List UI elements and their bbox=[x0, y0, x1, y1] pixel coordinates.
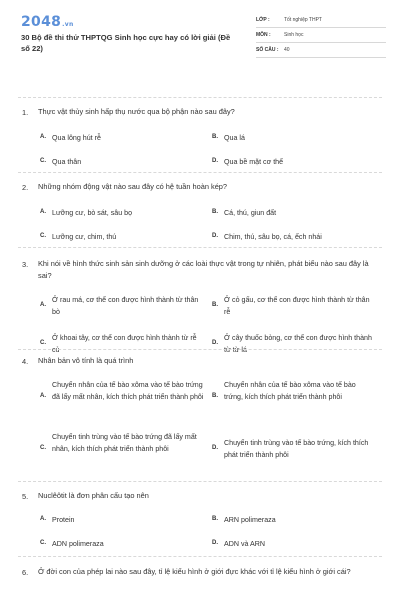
option-text: Lưỡng cư, chim, thú bbox=[52, 233, 117, 241]
divider bbox=[18, 481, 382, 482]
option-letter: C. bbox=[40, 445, 46, 451]
option-letter: A. bbox=[40, 516, 46, 522]
site-logo[interactable] bbox=[21, 14, 74, 30]
option-text: Ở cỏ gấu, cơ thể con được hình thành từ thân rễ bbox=[224, 296, 370, 316]
logo-text: 2048 bbox=[21, 14, 62, 30]
option-text: Qua thân bbox=[52, 158, 82, 166]
question-text: Khi nói về hình thức sinh sản sinh dưỡng ở các loài thực vật trong tự nhiên, phát biểu nào sau đây là sai? bbox=[38, 259, 369, 280]
option-letter: D. bbox=[212, 540, 218, 546]
meta-row-subject bbox=[256, 29, 386, 43]
meta-value: Tốt nghiệp THPT bbox=[284, 17, 322, 23]
divider bbox=[18, 349, 382, 350]
divider bbox=[18, 97, 382, 98]
question-number: 5. bbox=[22, 492, 29, 501]
option-letter: D. bbox=[212, 158, 218, 164]
option-letter: B. bbox=[212, 516, 218, 522]
option-letter: B. bbox=[212, 209, 218, 215]
question-number: 2. bbox=[22, 183, 29, 192]
option-letter: A. bbox=[40, 209, 46, 215]
option-letter: C. bbox=[40, 340, 46, 346]
option-letter: D. bbox=[212, 233, 218, 239]
option-text: Chuyển nhân của tế bào xôma vào tế bào trứng đã lấy mất nhân, kích thích phát triển thành phôi bbox=[52, 381, 204, 401]
option-text: Chuyển nhân của tế bào xôma vào tế bào trứng, kích thích phát triển thành phôi bbox=[224, 381, 356, 401]
meta-row-grade bbox=[256, 14, 386, 28]
option-text: Qua lá bbox=[224, 134, 245, 142]
option-text: ADN polimeraza bbox=[52, 540, 104, 548]
option-text: ADN và ARN bbox=[224, 540, 265, 548]
option-letter: A. bbox=[40, 393, 46, 399]
question-number: 3. bbox=[22, 260, 29, 269]
question-number: 4. bbox=[22, 357, 29, 366]
logo-suffix: .vn bbox=[62, 21, 74, 28]
option-text: Qua bề mặt cơ thể bbox=[224, 158, 284, 166]
option-letter: B. bbox=[212, 302, 218, 308]
meta-label: LỚP : bbox=[256, 17, 270, 23]
option-letter: C. bbox=[40, 233, 46, 239]
option-text: Protein bbox=[52, 516, 75, 524]
option-letter: A. bbox=[40, 302, 46, 308]
meta-row-question-count bbox=[256, 44, 386, 58]
question-text: Ở đời con của phép lai nào sau đây, tỉ lệ kiểu hình ở giới đực khác với tỉ lệ kiểu hình ở giới cái? bbox=[38, 567, 351, 576]
meta-label: SỐ CÂU : bbox=[256, 47, 279, 53]
option-letter: D. bbox=[212, 445, 218, 451]
option-text: Cá, thú, giun đất bbox=[224, 209, 277, 217]
divider bbox=[18, 172, 382, 173]
divider bbox=[18, 247, 382, 248]
option-text: Chuyển tinh trùng vào tế bào trứng, kích thích phát triển thành phôi bbox=[224, 439, 369, 459]
option-text: Qua lông hút rễ bbox=[52, 134, 101, 142]
option-text: Ở cây thuốc bỏng, cơ thể con được hình thành từ từ lá bbox=[224, 334, 372, 354]
exam-meta bbox=[256, 14, 386, 59]
option-letter: B. bbox=[212, 393, 218, 399]
document-title: 30 Bộ đề thi thử THPTQG Sinh học cực hay có lời giải (Đề số 22) bbox=[21, 33, 231, 53]
option-letter: C. bbox=[40, 540, 46, 546]
option-text: Chim, thú, sâu bọ, cá, ếch nhái bbox=[224, 233, 322, 241]
option-letter: A. bbox=[40, 134, 46, 140]
option-text: Ở rau má, cơ thể con được hình thành từ thân bò bbox=[52, 296, 199, 316]
option-letter: D. bbox=[212, 340, 218, 346]
option-text: ARN polimeraza bbox=[224, 516, 276, 524]
question-number: 6. bbox=[22, 568, 29, 577]
option-letter: B. bbox=[212, 134, 218, 140]
question-text: Những nhóm động vật nào sau đây có hệ tuần hoàn kép? bbox=[38, 182, 228, 191]
question-text: Thực vật thủy sinh hấp thụ nước qua bộ phận nào sau đây? bbox=[38, 107, 235, 116]
meta-value: Sinh học bbox=[284, 32, 304, 38]
meta-value: 40 bbox=[284, 47, 290, 53]
option-text: Ở khoai tây, cơ thể con được hình thành từ rễ củ bbox=[52, 334, 197, 354]
meta-label: MÔN : bbox=[256, 32, 271, 38]
divider bbox=[18, 556, 382, 557]
question-number: 1. bbox=[22, 108, 29, 117]
question-text: Nhân bản vô tính là quá trình bbox=[38, 356, 134, 365]
question-text: Nuclêôtit là đơn phân cấu tạo nên bbox=[38, 491, 149, 500]
option-text: Chuyển tinh trùng vào tế bào trứng đã lấy mất nhân, kích thích phát triển thành phôi bbox=[52, 433, 197, 453]
option-text: Lưỡng cư, bò sát, sâu bọ bbox=[52, 209, 133, 217]
option-letter: C. bbox=[40, 158, 46, 164]
